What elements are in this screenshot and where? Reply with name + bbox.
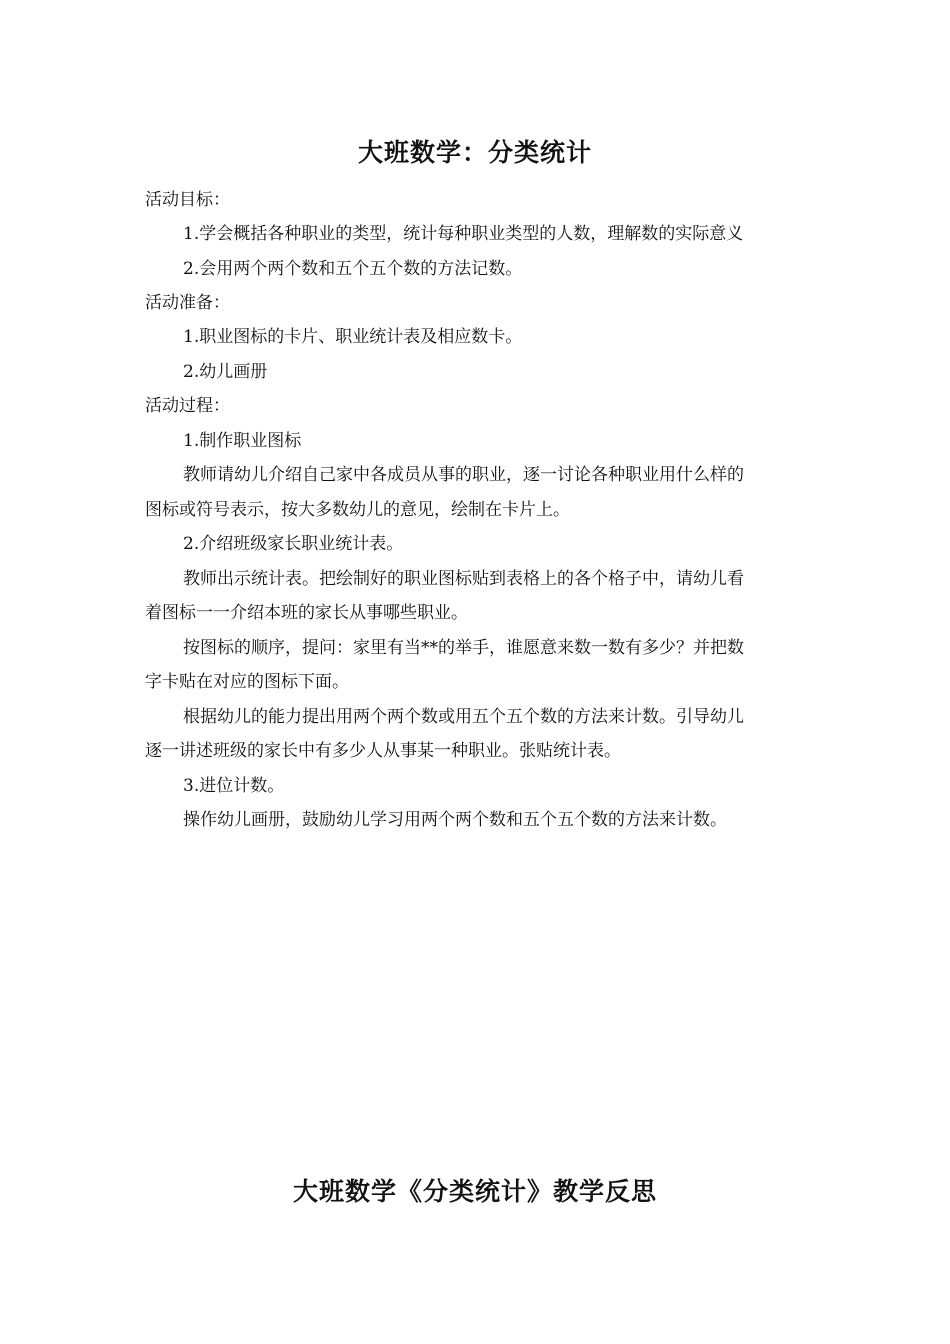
preparation-item-2: 2.幼儿画册 [183,362,268,382]
goal-item-1: 1.学会概括各种职业的类型，统计每种职业类型的人数，理解数的实际意义 [183,224,744,244]
process-step-1: 1.制作职业图标 [183,431,302,451]
paragraph-line: 按图标的顺序，提问：家里有当**的举手，谁愿意来数一数有多少？并把数 [183,638,744,658]
reflection-title: 大班数学《分类统计》教学反思 [292,1177,657,1206]
paragraph-line: 根据幼儿的能力提出用两个两个数或用五个五个数的方法来计数。引导幼儿 [183,707,744,727]
paragraph-line: 教师出示统计表。把绘制好的职业图标贴到表格上的各个格子中，请幼儿看 [183,569,744,589]
section-heading-preparation: 活动准备： [145,293,230,313]
section-heading-goals: 活动目标： [145,190,230,210]
goal-item-2: 2.会用两个两个数和五个五个数的方法记数。 [183,259,523,279]
document-title: 大班数学：分类统计 [357,138,592,167]
paragraph-line: 着图标一一介绍本班的家长从事哪些职业。 [145,603,468,623]
paragraph-line: 图标或符号表示，按大多数幼儿的意见，绘制在卡片上。 [145,500,570,520]
process-step-3: 3.进位计数。 [183,776,285,796]
paragraph-line: 字卡贴在对应的图标下面。 [145,672,349,692]
paragraph-line: 逐一讲述班级的家长中有多少人从事某一种职业。张贴统计表。 [145,741,621,761]
preparation-item-1: 1.职业图标的卡片、职业统计表及相应数卡。 [183,327,523,347]
section-heading-process: 活动过程： [145,396,230,416]
process-step-2: 2.介绍班级家长职业统计表。 [183,534,404,554]
paragraph-line: 操作幼儿画册，鼓励幼儿学习用两个两个数和五个五个数的方法来计数。 [183,810,727,830]
paragraph-line: 教师请幼儿介绍自己家中各成员从事的职业，逐一讨论各种职业用什么样的 [183,465,744,485]
